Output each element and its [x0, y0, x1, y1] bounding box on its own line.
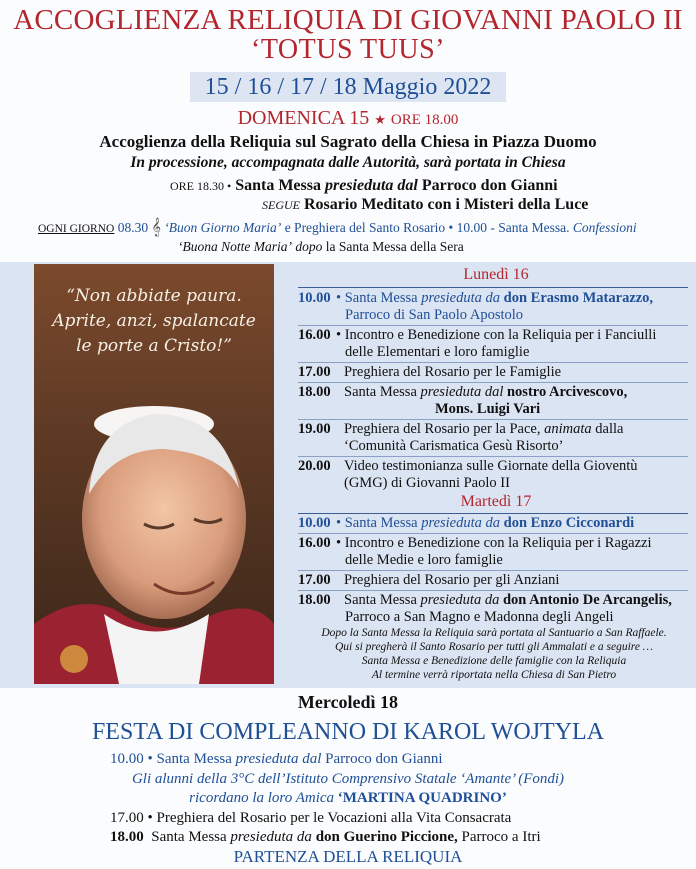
tuesday-note: Santa Messa e Benedizione delle famiglie con la Reliquia	[361, 655, 627, 667]
item-b: presieduta da	[421, 515, 501, 531]
divider	[298, 456, 688, 457]
quote-line: le porte a Cristo!”	[76, 336, 232, 356]
every-day-a4: Santa Messa.	[498, 220, 570, 235]
every-day-time: 08.30	[117, 220, 149, 235]
item-desc	[336, 290, 653, 307]
tuesday-note: Al termine verrà riportata nella Chiesa di San Pietro	[371, 669, 617, 681]
every-day-b1: ‘Buona Notte Maria’	[178, 239, 292, 254]
sunday-heading	[0, 106, 696, 132]
item-a: Santa Messa	[151, 829, 227, 845]
item-c: don Antonio De Arcangelis,	[499, 592, 672, 608]
item-desc-2: Parroco a San Magno e Madonna degli Angeli	[345, 609, 614, 625]
item-b: presieduta dal	[420, 384, 504, 400]
every-day-line2	[178, 238, 464, 255]
divider	[298, 325, 688, 326]
item-b: presieduta da	[421, 290, 501, 306]
item-c: dalla	[591, 421, 624, 437]
item-a: Preghiera del Rosario per la Pace,	[344, 421, 545, 437]
item-desc-2: Parroco di San Paolo Apostolo	[345, 307, 524, 323]
every-day-b2: dopo	[295, 239, 323, 254]
item-time: 18.00	[110, 829, 144, 845]
sunday-line2: In processione, accompagnata dalle Autorità, sarà portata in Chiesa	[130, 154, 566, 171]
wednesday-item	[110, 750, 443, 769]
every-day-a5: Confessioni	[572, 220, 637, 235]
item-time: 17.00	[298, 364, 331, 380]
divider	[298, 533, 688, 534]
item-time: 16.00	[298, 327, 331, 343]
item-a: Santa Messa	[156, 751, 232, 767]
departure: PARTENZA DELLA RELIQUIA	[233, 847, 463, 866]
item-time: 16.00	[298, 535, 331, 551]
monday-heading: Lunedì 16	[463, 266, 529, 283]
divider	[298, 590, 688, 591]
every-day-line1	[38, 219, 637, 238]
sunday-line1: Accoglienza della Reliquia sul Sagrato della Chiesa in Piazza Duomo	[99, 132, 597, 151]
wednesday-item	[110, 809, 511, 828]
item-desc-2: delle Elementari e loro famiglie	[345, 344, 530, 360]
item-b: ‘MARTINA QUADRINO’	[337, 790, 507, 806]
sunday-mass	[170, 176, 558, 196]
quote-line: “Non abbiate paura.	[66, 286, 242, 306]
item-desc: • Incontro e Benedizione con la Reliquia per i Ragazzi	[336, 535, 652, 551]
item-desc	[336, 515, 634, 532]
item-d: Parroco a Itri	[461, 829, 541, 845]
item-b: presieduta dal	[235, 751, 322, 767]
item-desc-2: delle Medie e loro famiglie	[345, 552, 503, 568]
sunday-mass-c: Parroco don Gianni	[421, 177, 558, 194]
wednesday-heading: Mercoledì 18	[297, 692, 399, 712]
item-desc-2: ‘Comunità Carismatica Gesù Risorto’	[344, 438, 564, 454]
item-c: nostro Arcivescovo,	[503, 384, 628, 400]
page-title: ACCOGLIENZA RELIQUIA DI GIOVANNI PAOLO II	[13, 4, 683, 36]
quote	[44, 284, 264, 359]
sunday-mass-a: Santa Messa	[235, 177, 321, 194]
sunday-mass-time: ORE 18.30 •	[170, 179, 232, 193]
music-note-icon: 𝄞	[151, 219, 161, 236]
quote-line: Aprite, anzi, spalancate	[52, 311, 256, 331]
item-time: 10.00 •	[110, 751, 153, 767]
wednesday-line: Gli alunni della 3°C dell’Istituto Comprensivo Statale ‘Amante’ (Fondi)	[131, 771, 565, 787]
event-dates: 15 / 16 / 17 / 18 Maggio 2022	[204, 74, 492, 100]
item-time: 20.00	[298, 458, 331, 474]
tuesday-heading: Martedì 17	[460, 493, 532, 510]
wednesday-item	[110, 828, 541, 847]
sunday-mass-b: presieduta dal	[324, 177, 418, 194]
wednesday-line	[0, 789, 696, 808]
divider	[298, 287, 688, 288]
item-c: don Guerino Piccione,	[315, 829, 458, 845]
divider	[298, 382, 688, 383]
item-desc-2: Mons. Luigi Vari	[435, 401, 541, 417]
sunday-time: ORE 18.00	[390, 112, 459, 128]
item-a: • Santa Messa	[336, 290, 422, 306]
item-a: • Santa Messa	[336, 515, 422, 531]
item-c: don Erasmo Matarazzo,	[500, 290, 654, 306]
item-time: 10.00	[298, 290, 331, 306]
divider	[298, 570, 688, 571]
item-c: don Enzo Cicconardi	[500, 515, 635, 531]
every-day-a2: e Preghiera del Santo Rosario	[284, 220, 446, 235]
item-b: animata	[544, 421, 592, 437]
item-desc: Preghiera del Rosario per gli Anziani	[344, 572, 560, 588]
tuesday-note: Qui si pregherà il Santo Rosario per tutti gli Ammalati e a seguire …	[334, 641, 654, 653]
feast-title: FESTA DI COMPLEANNO DI KAROL WOJTYLA	[91, 719, 605, 745]
item-a: Santa Messa	[344, 384, 421, 400]
divider	[298, 419, 688, 420]
sunday-follow-label: SEGUE	[262, 198, 300, 212]
item-desc	[344, 592, 672, 609]
sunday-follow-text: Rosario Meditato con i Misteri della Luce	[304, 196, 589, 213]
item-a: ricordano la loro Amica	[189, 790, 335, 806]
item-a: Santa Messa	[344, 592, 421, 608]
item-time: 19.00	[298, 421, 331, 437]
every-day-b3: la Santa Messa della Sera	[325, 239, 464, 254]
sunday-day: DOMENICA 15	[237, 107, 370, 129]
item-time: 10.00	[298, 515, 331, 531]
every-day-a3: • 10.00 -	[448, 220, 495, 235]
divider	[298, 513, 688, 514]
item-time: 17.00 •	[110, 810, 153, 826]
item-time: 18.00	[298, 592, 331, 608]
star-icon: ★	[374, 112, 386, 127]
page-subtitle: ‘TOTUS TUUS’	[251, 34, 445, 65]
item-desc: • Incontro e Benedizione con la Reliquia per i Fanciulli	[336, 327, 657, 343]
item-time: 17.00	[298, 572, 331, 588]
item-desc	[344, 421, 623, 438]
every-day-label: OGNI GIORNO	[38, 223, 115, 235]
every-day-a1: ‘Buon Giorno Maria’	[164, 220, 282, 235]
item-c: Parroco don Gianni	[325, 751, 443, 767]
item-desc: Video testimonianza sulle Giornate della Gioventù	[344, 458, 638, 474]
item-desc	[344, 384, 627, 401]
divider	[298, 362, 688, 363]
item-desc-2: (GMG) di Giovanni Paolo II	[344, 475, 510, 491]
item-b: presieduta da	[230, 829, 312, 845]
item-b: presieduta da	[420, 592, 500, 608]
tuesday-note: Dopo la Santa Messa la Reliquia sarà portata al Santuario a San Raffaele.	[321, 627, 667, 639]
item-a: Preghiera del Rosario per le Vocazioni alla Vita Consacrata	[156, 810, 512, 826]
sunday-follow	[262, 195, 588, 215]
item-desc: Preghiera del Rosario per le Famiglie	[344, 364, 562, 380]
item-time: 18.00	[298, 384, 331, 400]
